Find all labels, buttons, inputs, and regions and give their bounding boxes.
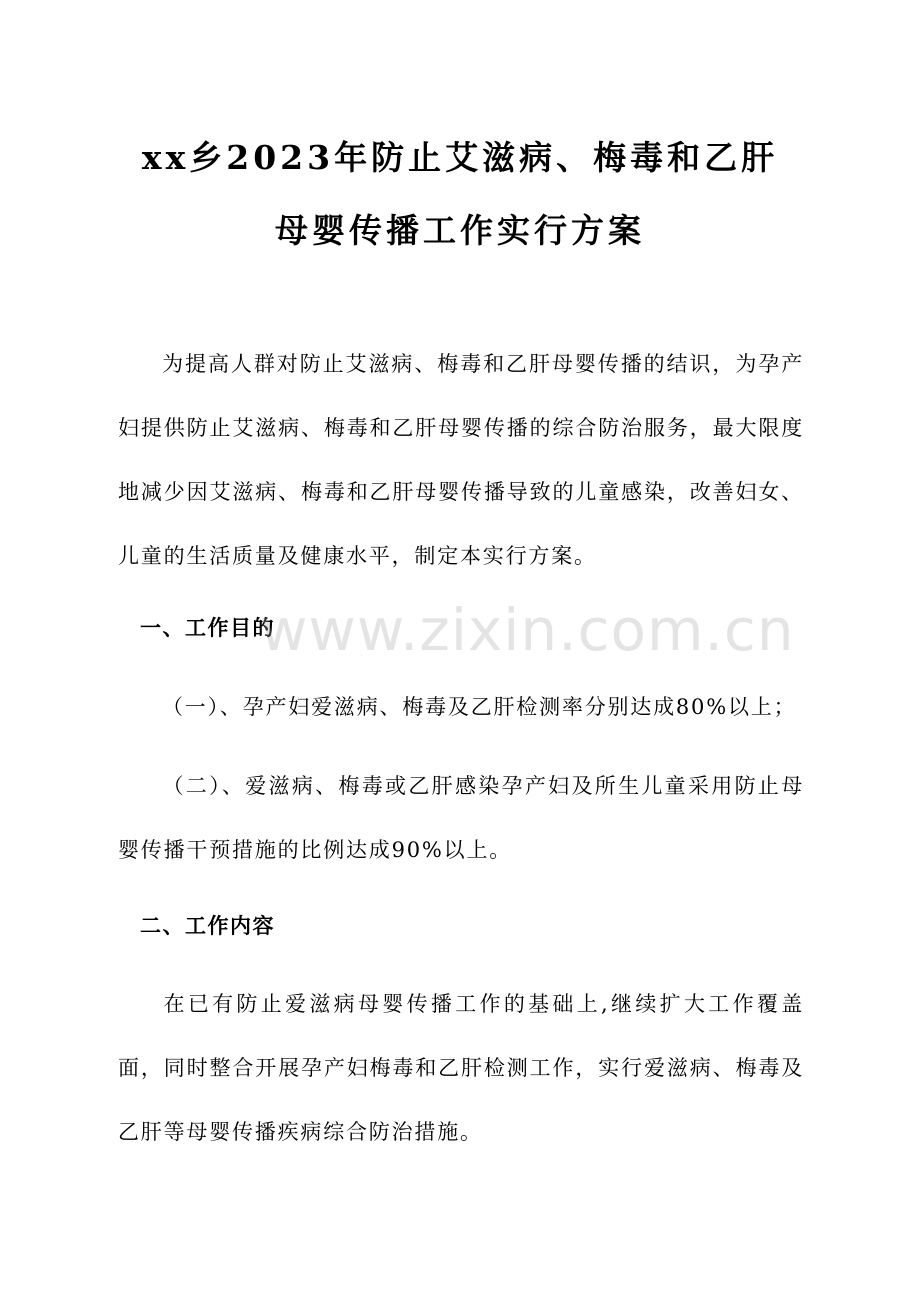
section-heading-goals: 一、工作目的 xyxy=(140,615,275,640)
content-paragraph xyxy=(118,972,804,1164)
goal-item-2-text: （二）、爱滋病、梅毒或乙肝感染孕产妇及所生儿童采用防止母婴传播干预措施的比例达成90%以上。 xyxy=(118,774,804,862)
intro-text: 为提高人群对防止艾滋病、梅毒和乙肝母婴传播的结识，为孕产妇提供防止艾滋病、梅毒和乙肝母婴传播的综合防治服务，最大限度地减少因艾滋病、梅毒和乙肝母婴传播导致的儿童感染，改善妇女、儿童的生活质量及健康水平，制定本实行方案。 xyxy=(118,352,804,568)
site-watermark: www.zixin.com.cn xyxy=(260,596,795,664)
intro-paragraph xyxy=(118,332,804,588)
goal-item-2 xyxy=(118,754,804,882)
section-heading-content: 二、工作内容 xyxy=(140,913,275,938)
document-title-line-1: xx乡2023年防止艾滋病、梅毒和乙肝 xyxy=(141,138,779,177)
goal-item-1 xyxy=(118,675,804,739)
content-text: 在已有防止爱滋病母婴传播工作的基础上,继续扩大工作覆盖面，同时整合开展孕产妇梅毒和乙肝检测工作，实行爱滋病、梅毒及乙肝等母婴传播疾病综合防治措施。 xyxy=(118,992,804,1144)
document-title-line-2: 母婴传播工作实行方案 xyxy=(275,211,645,250)
goal-item-1-text: （一）、孕产妇爱滋病、梅毒及乙肝检测率分别达成80%以上； xyxy=(162,695,797,719)
